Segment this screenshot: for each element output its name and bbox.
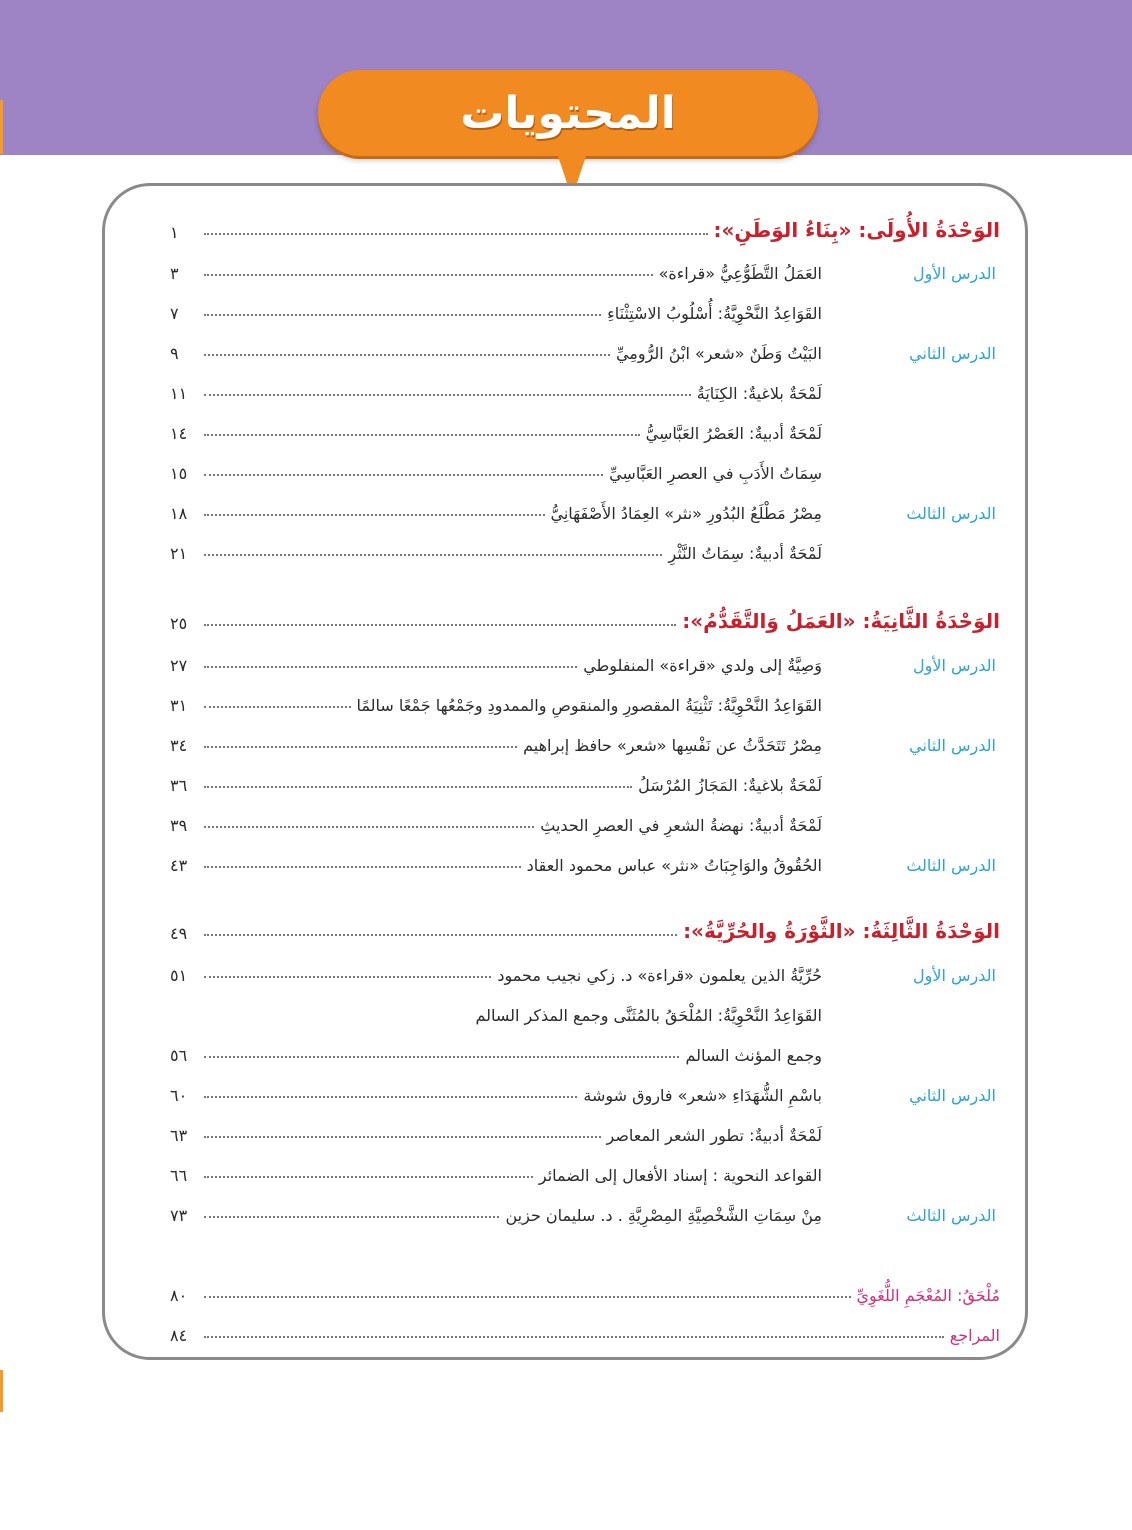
toc-entry-row[interactable]	[168, 643, 1000, 675]
page-number: ٨٤	[170, 1326, 188, 1345]
appendix-title: مُلْحَقُ: المُعْجَمِ اللُّغَوِيِّ	[856, 1286, 1000, 1305]
page-number: ٢٥	[170, 614, 188, 633]
dot-leader	[204, 1136, 601, 1138]
page-number: ٤٩	[170, 924, 188, 943]
page-number: ١٥	[170, 464, 188, 483]
lesson-label: الدرس الثالث	[906, 504, 996, 523]
page-number: ٥٦	[170, 1046, 188, 1065]
lesson-label: الدرس الثالث	[906, 856, 996, 875]
toc-entry-row[interactable]	[168, 843, 1000, 875]
toc-entry-row[interactable]	[168, 491, 1000, 523]
page-number: ٢١	[170, 544, 188, 563]
entry-title: لَمْحَةٌ أدبيةٌ: العَصْرُ العَبَّاسِيُّ	[645, 424, 822, 443]
dot-leader	[204, 233, 708, 235]
dot-leader	[204, 554, 662, 556]
unit-title: الوَحْدَةُ الثَّانِيَةُ: «العَمَلُ وَالتَّقَدُّمُ»:	[682, 609, 1000, 633]
entry-title: العَمَلُ التَّطَوُّعِيُّ «قراءة»	[658, 264, 822, 283]
page-number: ١٨	[170, 504, 188, 523]
toc-entry-row[interactable]	[168, 1193, 1000, 1225]
dot-leader	[204, 866, 521, 868]
toc-entry-row[interactable]	[168, 371, 1000, 403]
dot-leader	[204, 826, 534, 828]
entry-title: لَمْحَةٌ بلاغيةٌ: المَجَازُ المُرْسَلُ	[638, 776, 822, 795]
page-number: ٥١	[170, 966, 188, 985]
dot-leader	[204, 624, 676, 626]
page-number: ١	[170, 223, 179, 242]
lesson-label: الدرس الثاني	[909, 736, 996, 755]
entry-title: مِنْ سِمَاتِ الشَّخْصِيَّةِ المِصْرِيَّةِ . د. سليمان حزين	[505, 1206, 822, 1225]
toc-appendix-row[interactable]	[168, 1273, 1000, 1305]
toc-entry-row[interactable]	[168, 1073, 1000, 1105]
page-number: ١٤	[170, 424, 188, 443]
toc-entry-row[interactable]	[168, 251, 1000, 283]
dot-leader	[204, 666, 577, 668]
toc-entry-row[interactable]	[168, 953, 1000, 985]
page-number: ٦٣	[170, 1126, 188, 1145]
dot-leader	[204, 1096, 577, 1098]
entry-title: وَصِيَّةٌ إلى ولدي «قراءة» المنفلوطي	[583, 656, 822, 675]
entry-title: لَمْحَةٌ أدبيةٌ: سِمَاتُ النَّثْرِ	[668, 544, 822, 563]
toc-unit-row[interactable]	[168, 601, 1000, 633]
dot-leader	[204, 1296, 851, 1298]
entry-title: سِمَاتُ الأَدَبِ في العصرِ العَبَّاسِيِّ	[609, 464, 822, 483]
page-title: المحتويات	[460, 87, 676, 139]
page-number: ٣٤	[170, 736, 188, 755]
appendix-title: المراجع	[949, 1326, 1000, 1345]
page-number: ٧٣	[170, 1206, 188, 1225]
page-number: ٧	[170, 304, 179, 323]
entry-title: مِصْرُ مَطْلَعُ البُدُورِ «نثر» العِمَادُ الأَصْفَهَانِيُّ	[550, 504, 822, 523]
dot-leader	[204, 474, 603, 476]
dot-leader	[204, 274, 653, 276]
entry-title: لَمْحَةٌ أدبيةٌ: تطور الشعر المعاصر	[606, 1126, 822, 1145]
page-number: ٤٣	[170, 856, 188, 875]
edge-color-mark	[0, 100, 3, 154]
toc-entry-row[interactable]	[168, 683, 1000, 715]
page-number: ٩	[170, 344, 179, 363]
toc-entry-row[interactable]	[168, 291, 1000, 323]
toc-entry-row[interactable]	[168, 531, 1000, 563]
lesson-label: الدرس الأول	[913, 264, 996, 283]
dot-leader	[204, 354, 610, 356]
toc-entry-row[interactable]	[168, 763, 1000, 795]
page-number: ٨٠	[170, 1286, 188, 1305]
page-number: ٣	[170, 264, 179, 283]
toc-entry-row[interactable]	[168, 1153, 1000, 1185]
lesson-label: الدرس الثاني	[909, 1086, 996, 1105]
dot-leader	[204, 394, 691, 396]
page-number: ٦٦	[170, 1166, 188, 1185]
toc-entry-row[interactable]	[168, 1033, 1000, 1065]
entry-title: باسْمِ الشُّهَدَاءِ «شعر» فاروق شوشة	[583, 1086, 822, 1105]
entry-title: القَوَاعِدُ النَّحْوِيَّةُ: المُلْحَقُ بالمُثَنَّى وجمع المذكر السالم	[475, 1006, 822, 1025]
unit-title: الوَحْدَةُ الأُولَى: «بِنَاءُ الوَطَنِ»:	[713, 218, 1000, 242]
toc-entry-row[interactable]	[168, 993, 1000, 1025]
entry-title: القَوَاعِدُ النَّحْوِيَّةُ: أُسْلُوبُ الاسْتِثْنَاءِ	[607, 304, 822, 323]
lesson-label: الدرس الثاني	[909, 344, 996, 363]
entry-title: حُرِّيَّةُ الذين يعلمون «قراءة» د. زكي نجيب محمود	[497, 966, 822, 985]
dot-leader	[204, 434, 640, 436]
toc-entry-row[interactable]	[168, 1113, 1000, 1145]
entry-title: لَمْحَةٌ بلاغيةٌ: الكِنَايَةُ	[696, 384, 822, 403]
toc-appendix-row[interactable]	[168, 1313, 1000, 1345]
page-number: ٢٧	[170, 656, 188, 675]
dot-leader	[204, 746, 517, 748]
dot-leader	[204, 1336, 944, 1338]
dot-leader	[204, 1056, 679, 1058]
entry-title: البَيْتُ وَطَنٌ «شعر» ابْنُ الرُّومِيِّ	[615, 344, 822, 363]
toc-entry-row[interactable]	[168, 331, 1000, 363]
lesson-label: الدرس الأول	[913, 966, 996, 985]
dot-leader	[204, 976, 491, 978]
toc-entry-row[interactable]	[168, 451, 1000, 483]
dot-leader	[204, 314, 601, 316]
toc-unit-row[interactable]	[168, 911, 1000, 943]
entry-title: مِصْرُ تَتَحَدَّثُ عن نَفْسِها «شعر» حافظ إبراهيم	[523, 736, 822, 755]
dot-leader	[204, 1176, 533, 1178]
toc-entry-row[interactable]	[168, 723, 1000, 755]
toc-entry-row[interactable]	[168, 411, 1000, 443]
dot-leader	[204, 786, 632, 788]
unit-title: الوَحْدَةُ الثَّالِثَةُ: «الثَّوْرَةُ والحُرِّيَّةُ»:	[683, 919, 1000, 943]
entry-title: وجمع المؤنث السالم	[685, 1046, 822, 1065]
page-number: ٣٦	[170, 776, 188, 795]
dot-leader	[204, 706, 351, 708]
entry-title: الحُقُوقُ والوَاجِبَاتُ «نثر» عباس محمود العقاد	[526, 856, 822, 875]
page-number: ٣١	[170, 696, 188, 715]
title-tab	[318, 70, 818, 156]
page-number: ٣٩	[170, 816, 188, 835]
dot-leader	[204, 934, 677, 936]
edge-color-mark	[0, 1370, 3, 1412]
entry-title: القَوَاعِدُ النَّحْوِيَّةُ: تَثْنِيَةُ المقصورِ والمنقوصِ والممدودِ وجَمْعُها جَمْعًا سالمًا	[356, 696, 822, 715]
dot-leader	[204, 1216, 499, 1218]
page-number: ٦٠	[170, 1086, 188, 1105]
entry-title: القواعد النحوية : إسناد الأفعال إلى الضمائر	[538, 1166, 822, 1185]
entry-title: لَمْحَةٌ أدبيةٌ: نهضةُ الشعرِ في العصرِ الحديثِ	[540, 816, 822, 835]
lesson-label: الدرس الثالث	[906, 1206, 996, 1225]
dot-leader	[204, 514, 545, 516]
page-number: ١١	[170, 384, 188, 403]
lesson-label: الدرس الأول	[913, 656, 996, 675]
toc-unit-row[interactable]	[168, 210, 1000, 242]
toc-entry-row[interactable]	[168, 803, 1000, 835]
